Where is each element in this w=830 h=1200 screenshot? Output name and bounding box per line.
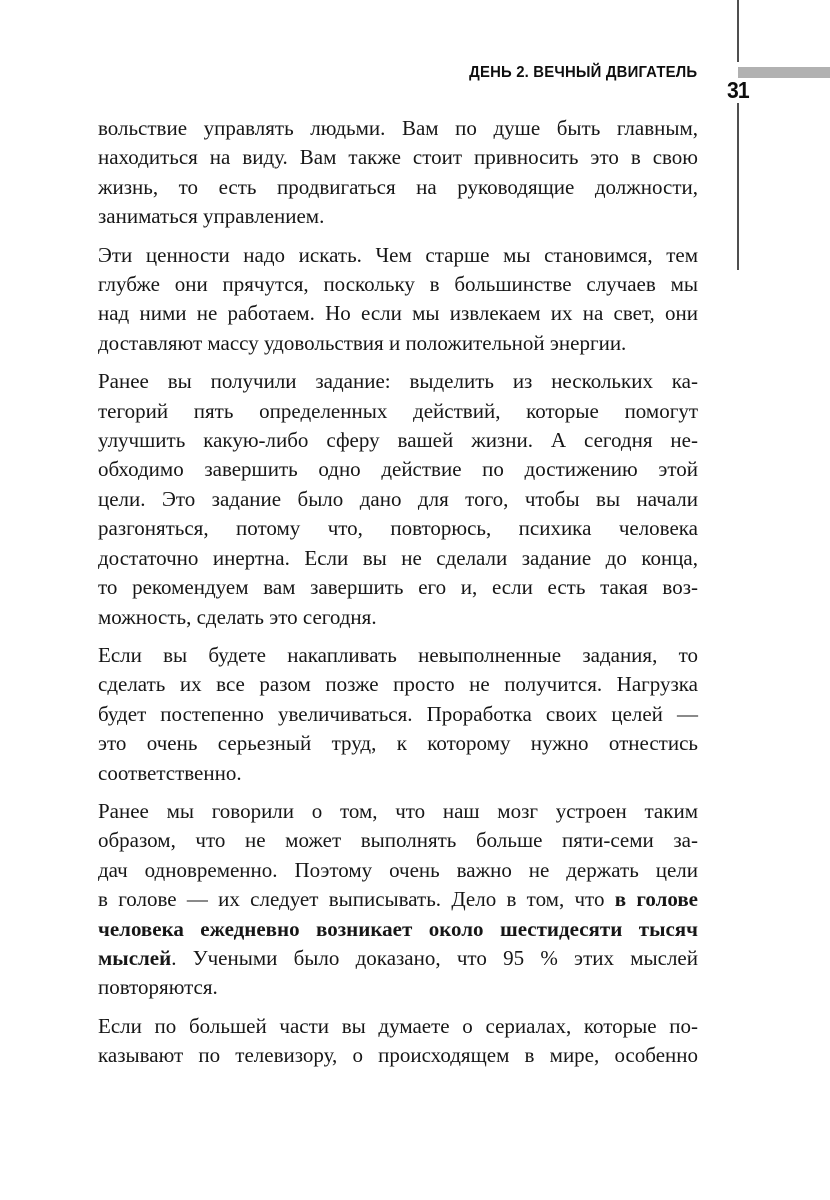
text-line: сделать их все разом позже просто не получится. Нагрузка	[98, 672, 698, 697]
text-line: вольствие управлять людьми. Вам по душе быть главным,	[98, 116, 698, 140]
text-line: цели. Это задание было дано для того, чтобы вы начали	[98, 486, 698, 511]
text-line: над ними не работаем. Но если мы извлекаем их на свет, они	[98, 301, 698, 326]
text-line: образом, что не может выполнять больше пяти-семи за-	[98, 828, 698, 853]
text-line: улучшить какую-либо сферу вашей жизни. А сегодня не-	[98, 428, 698, 453]
text-line: дач одновременно. Поэтому очень важно не держать цели	[98, 857, 698, 882]
text-line: доставляют массу удовольствия и положительной энергии.	[98, 330, 627, 355]
margin-rule-top	[737, 0, 739, 62]
text-line: Эти ценности надо искать. Чем старше мы становимся, тем	[98, 242, 698, 267]
text-block	[98, 114, 698, 1080]
text-line: можность, сделать это сегодня.	[98, 604, 377, 629]
paragraph	[98, 114, 698, 232]
text-line: достаточно инертна. Если вы не сделали задание до конца,	[98, 545, 698, 570]
text-line: Если вы будете накапливать невыполненные задания, то	[98, 642, 698, 667]
text-line: мыслей. Учеными было доказано, что 95 % этих мыслей	[98, 945, 698, 970]
text-line: находиться на виду. Вам также стоит привносить это в свою	[98, 145, 698, 170]
text-line: человека ежедневно возникает около шестидесяти тысяч	[98, 916, 698, 941]
paragraph	[98, 367, 698, 632]
text-line: тегорий пять определенных действий, которые помогут	[98, 398, 698, 423]
text-line: Ранее вы получили задание: выделить из нескольких ка-	[98, 369, 698, 394]
margin-rule-bottom	[737, 103, 739, 270]
text-line: Ранее мы говорили о том, что наш мозг устроен таким	[98, 798, 698, 823]
running-header: ДЕНЬ 2. ВЕЧНЫЙ ДВИГАТЕЛЬ	[468, 64, 697, 81]
text-line: казывают по телевизору, о происходящем в мире, особенно	[98, 1043, 698, 1068]
text-line: это очень серьезный труд, к которому нужно отнестись	[98, 731, 698, 756]
paragraph	[98, 797, 698, 1003]
text-line: повторяются.	[98, 975, 218, 1000]
text-line: жизнь, то есть продвигаться на руководящие должности,	[98, 174, 698, 199]
paragraph	[98, 641, 698, 788]
text-line: будет постепенно увеличиваться. Проработка своих целей —	[98, 701, 698, 726]
chapter-tab-marker	[738, 67, 830, 78]
text-line: в голове — их следует выписывать. Дело в том, что в голове	[98, 887, 698, 912]
text-line: соответственно.	[98, 760, 242, 785]
text-line: то рекомендуем вам завершить его и, если есть такая воз-	[98, 575, 698, 600]
text-line: глубже они прячутся, поскольку в большинстве случаев мы	[98, 272, 698, 297]
text-line: разгоняться, потому что, повторюсь, психика человека	[98, 516, 698, 541]
text-line: заниматься управлением.	[98, 204, 325, 229]
paragraph	[98, 241, 698, 359]
page-number: 31	[727, 77, 749, 103]
paragraph	[98, 1012, 698, 1071]
text-line: Если по большей части вы думаете о сериалах, которые по-	[98, 1013, 698, 1038]
text-line: обходимо завершить одно действие по достижению этой	[98, 457, 698, 482]
